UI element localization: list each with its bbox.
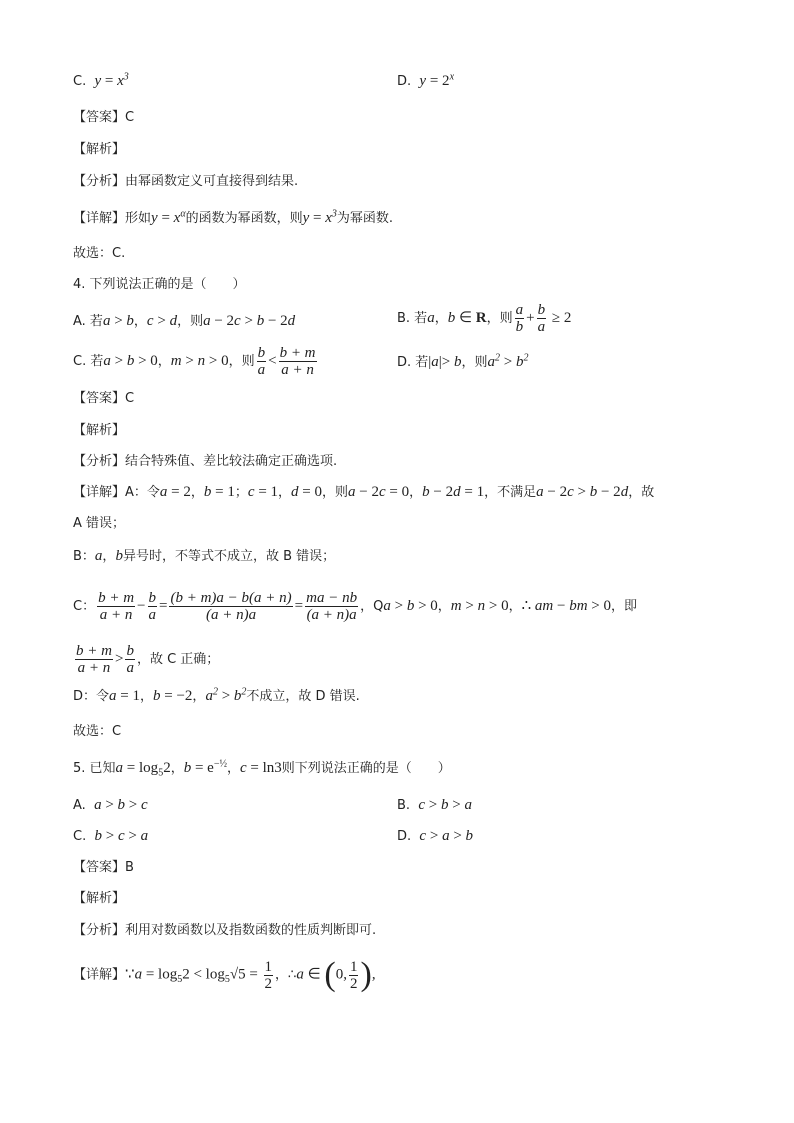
q4-analysis-heading: 【解析】: [73, 423, 126, 438]
q4-option-d: D. 若|a|> b，则$a^2 > b^2$: [397, 352, 529, 370]
q5-option-d: D. c > a > b: [397, 828, 474, 844]
q4-xiangjie-b: B：a，b异号时，不等式不成立，故 B 错误；: [73, 548, 336, 564]
q4-xiangjie-c-cont: $\frac{b + m}{a + n}$ > $\frac{b}{a}$ ，故 C 正确；: [76, 643, 220, 676]
q4-final: 故选：C: [73, 724, 122, 739]
q4-option-b: B. 若a，b ∈ R，则 $\frac{a}{b}$ + $\frac{b}{a}$ ≥ 2: [397, 302, 572, 335]
q4-answer: 【答案】C: [73, 391, 135, 406]
q4-option-c: C. 若a > b > 0，m > n > 0，则 $\frac{b}{a}$ < $\frac{b + m}{a + n}$: [73, 345, 316, 378]
q5-option-c: C. b > c > a: [73, 828, 149, 844]
q3-xiangjie: 【详解】形如$y = x^\alpha$的函数为幂函数，则$y = x^3$为幂函数.: [73, 208, 394, 226]
q4-fenxi: 【分析】结合特殊值、差比较法确定正确选项.: [73, 454, 338, 469]
q4-xiangjie-a: 【详解】A：令a = 2，b = 1；c = 1，d = 0，则a − 2c = 0，b − 2d = 1，不满足a − 2c > b − 2d，故: [73, 484, 655, 500]
q5-analysis-heading: 【解析】: [73, 891, 126, 906]
q3-fenxi: 【分析】由幂函数定义可直接得到结果.: [73, 174, 299, 189]
q5-xiangjie: 【详解】∵a = $\log_52 < \log_5√5$ = $\frac{1}{2}$ ，∴a ∈ (0, $\frac{1}{2}$ ),: [73, 956, 376, 993]
q4-stem: 4. 下列说法正确的是（ ）: [73, 277, 246, 292]
q3-final: 故选：C.: [73, 246, 126, 261]
q4-xiangjie-d: D：令a = 1，b = −2，$a^2 > b^2$不成立，故 D 错误.: [73, 686, 360, 704]
q4-xiangjie-a-cont: A 错误；: [73, 516, 126, 531]
q4-xiangjie-c: C： $\frac{b + m}{a + n}$ − $\frac{b}{a}$ = $\frac{(b + m)a - b(a + n)}{(a + n)a}$ = $\frac{ma - nb}{(a + n)a}$ ，Qa > b > 0，m > n > 0，∴ am − bm > 0，即: [73, 590, 638, 623]
q4-option-a: A. 若a > b，c > d，则a − 2c > b − 2d: [73, 313, 296, 329]
q3-option-c: C. $y = x^3$: [73, 71, 129, 89]
q5-stem: 5. 已知$a = \log_52$，$b = e^{-\frac{1}{2}}$，c = ln3则下列说法正确的是（ ）: [73, 758, 451, 779]
q5-fenxi: 【分析】利用对数函数以及指数函数的性质判断即可.: [73, 923, 377, 938]
q3-analysis-heading: 【解析】: [73, 142, 126, 157]
q5-answer: 【答案】B: [73, 860, 134, 875]
q5-option-a: A. a > b > c: [73, 797, 148, 813]
q3-answer: 【答案】C: [73, 110, 135, 125]
q5-option-b: B. c > b > a: [397, 797, 472, 813]
q3-option-d: D. $y = 2^x$: [397, 71, 455, 89]
